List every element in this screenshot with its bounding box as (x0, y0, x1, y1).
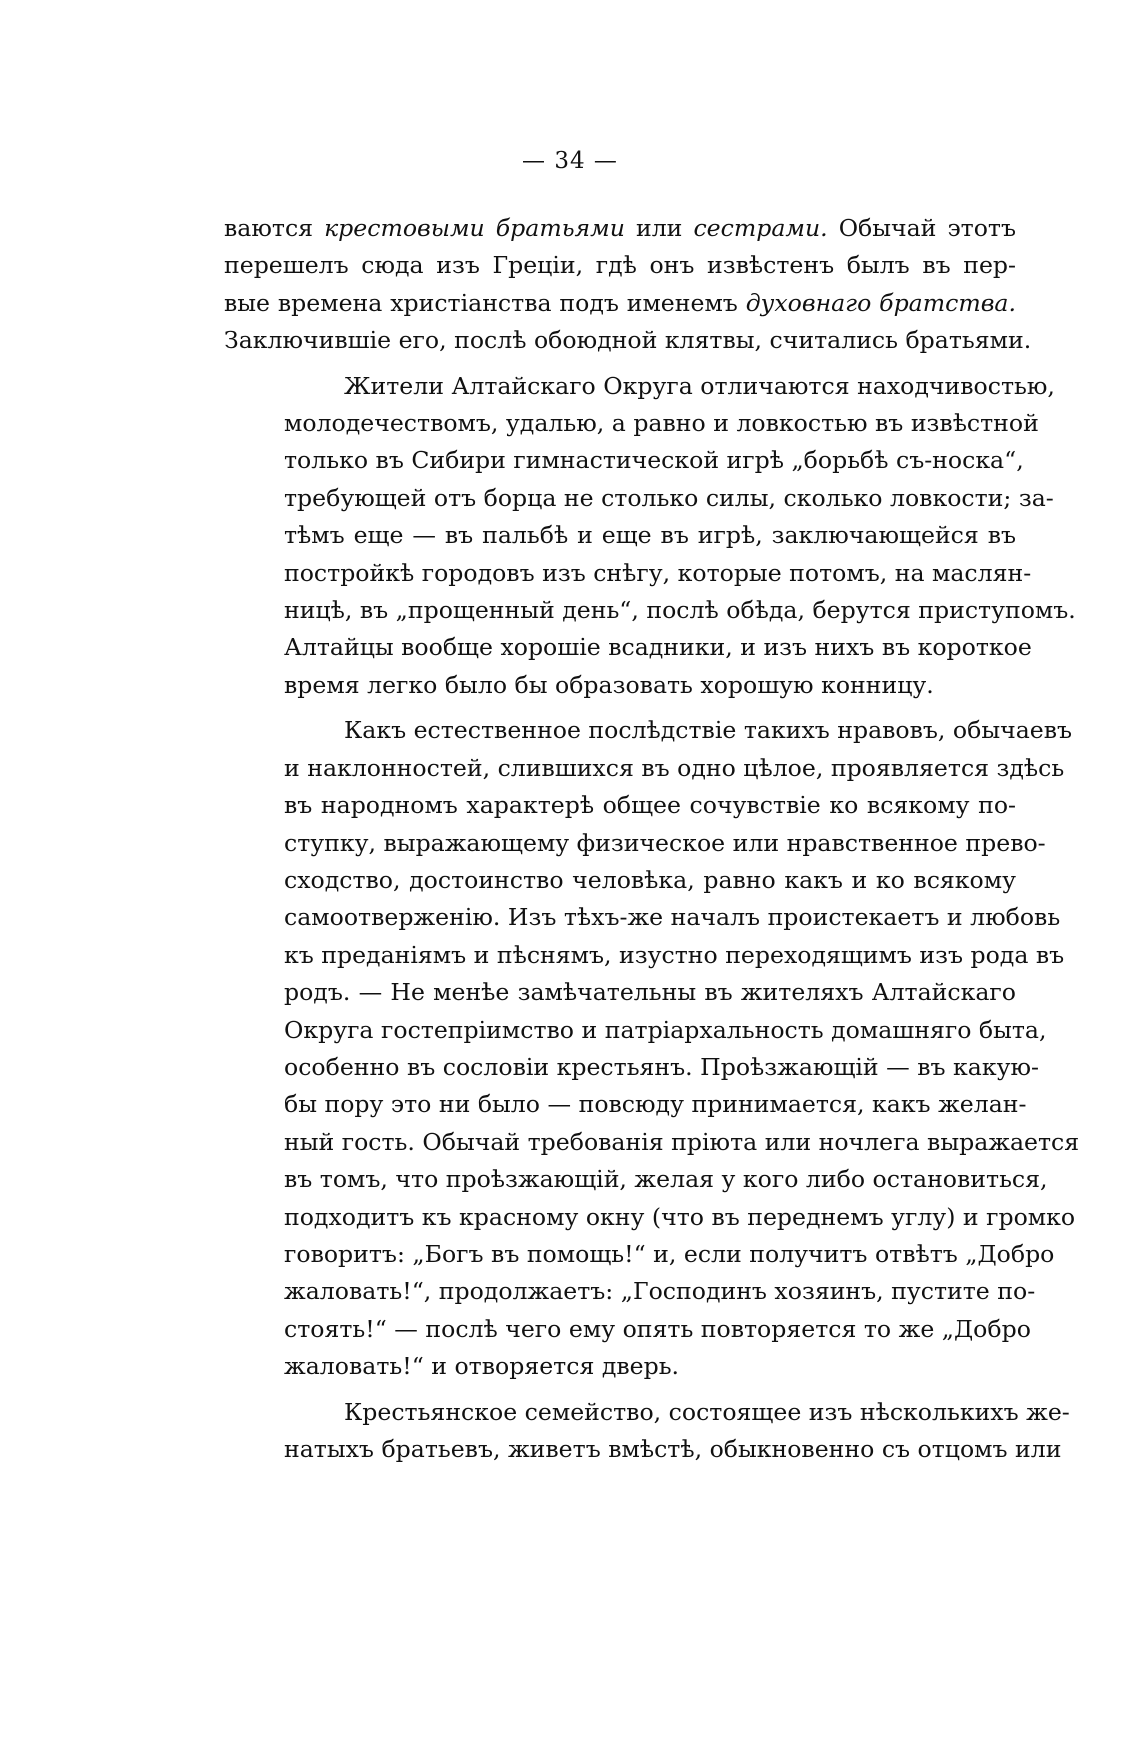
text-line (224, 480, 1054, 517)
text-run: въ народномъ характерѣ общее сочувствіе ко всякому по- (284, 791, 1016, 820)
italic-text: сестрами. (693, 214, 828, 242)
text-run: жаловать!“ и отворяется дверь. (284, 1352, 680, 1381)
text-line (224, 247, 1016, 284)
text-run: стоять!“ — послѣ чего ему опять повторяется то же „Добро (284, 1314, 1031, 1343)
text-line (224, 712, 1073, 749)
text-line (224, 1348, 1016, 1385)
text-run: говоритъ: „Богъ въ помощь!“ и, если получитъ отвѣтъ „Добро (284, 1239, 1055, 1268)
text-line (224, 1161, 1048, 1198)
text-run: натыхъ братьевъ, живетъ вмѣстѣ, обыкновенно съ отцомъ или (284, 1435, 1062, 1463)
text-column (224, 210, 1080, 1468)
text-line (224, 322, 1032, 359)
text-run: сходство, достоинство человѣка, равно какъ и ко всякому (284, 865, 1016, 894)
text-run: въ томъ, что проѣзжающій, желая у кого либо остановиться, (284, 1165, 1048, 1194)
text-line (224, 285, 1016, 322)
text-run: бы пору это ни было — повсюду принимается, какъ желан- (284, 1090, 1027, 1119)
text-line (224, 750, 1065, 787)
text-run: ваются (224, 214, 325, 242)
text-line (224, 442, 1024, 479)
text-run: перешелъ сюда изъ Греціи, гдѣ онъ извѣстенъ былъ въ пер- (224, 251, 1016, 280)
text-run: Крестьянское семейство, состоящее изъ нѣсколькихъ же- (344, 1397, 1070, 1426)
text-run: Жители Алтайскаго Округа отличаются находчивостью, (344, 371, 1055, 400)
text-line (224, 974, 1016, 1011)
text-run: жаловать!“, продолжаетъ: „Господинъ хозяинъ, пустите по- (284, 1277, 1036, 1306)
paragraph (224, 368, 1076, 705)
text-run: Обычай этотъ (827, 214, 1016, 242)
text-line (224, 1012, 1047, 1049)
text-run: ный гость. Обычай требованія пріюта или ночлега выражается (284, 1127, 1080, 1156)
text-line (224, 899, 1061, 936)
text-line (224, 1124, 1080, 1161)
text-line (224, 825, 1046, 862)
text-line (224, 555, 1032, 592)
text-line (224, 517, 1016, 554)
text-line (224, 592, 1076, 629)
text-line (224, 1199, 1076, 1236)
text-line (224, 667, 1016, 704)
text-run: ницѣ, въ „прощенный день“, послѣ обѣда, берутся приступомъ. (284, 596, 1076, 625)
text-run: къ преданіямъ и пѣснямъ, изустно переходящимъ изъ рода въ (284, 940, 1065, 969)
text-run: ступку, выражающему физическое или нравственное прево- (284, 828, 1046, 857)
text-run: подходитъ къ красному окну (что въ переднемъ углу) и громко (284, 1202, 1076, 1231)
italic-text: крестовыми братьями (324, 214, 625, 242)
text-run: постройкѣ городовъ изъ снѣгу, которые потомъ, на маслян- (284, 558, 1032, 587)
text-line (224, 787, 1016, 824)
text-run: самоотверженію. Изъ тѣхъ-же началъ проистекаетъ и любовь (284, 903, 1061, 932)
text-run: особенно въ сословіи крестьянъ. Проѣзжающій — въ какую- (284, 1052, 1039, 1081)
text-run: вые времена христіанства подъ именемъ (224, 288, 746, 317)
text-run: и наклонностей, слившихся въ одно цѣлое, проявляется здѣсь (284, 753, 1065, 782)
italic-text: духовнаго братства. (745, 288, 1016, 317)
text-line (224, 405, 1039, 442)
text-run: Заключившіе его, послѣ обоюдной клятвы, считались братьями. (224, 326, 1032, 355)
page-number: — 34 — (522, 148, 618, 174)
paragraph (224, 210, 1032, 360)
paragraph (224, 1394, 1070, 1469)
paragraph (224, 712, 1080, 1385)
text-line (224, 210, 1016, 247)
text-line (224, 1311, 1031, 1348)
text-run: тѣмъ еще — въ пальбѣ и еще въ игрѣ, заключающейся въ (284, 521, 1016, 550)
text-line (224, 368, 1055, 405)
text-line (224, 937, 1065, 974)
text-line (224, 1431, 1062, 1468)
text-line (224, 629, 1032, 666)
text-line (224, 1273, 1036, 1310)
text-run: родъ. — Не менѣе замѣчательны въ жителяхъ Алтайскаго (284, 978, 1016, 1007)
text-line (224, 1394, 1070, 1431)
text-line (224, 1236, 1055, 1273)
text-line (224, 862, 1016, 899)
text-run: или (624, 214, 694, 242)
text-line (224, 1049, 1039, 1086)
text-run: Какъ естественное послѣдствіе такихъ нравовъ, обычаевъ (344, 716, 1073, 745)
text-run: Округа гостепріимство и патріархальность домашняго быта, (284, 1015, 1047, 1044)
text-run: требующей отъ борца не столько силы, сколько ловкости; за- (284, 483, 1054, 512)
text-run: время легко было бы образовать хорошую конницу. (284, 670, 934, 699)
text-run: молодечествомъ, удалью, а равно и ловкостью въ извѣстной (284, 409, 1039, 438)
text-run: только въ Сибири гимнастической игрѣ „борьбѣ съ-носка“, (284, 446, 1024, 475)
text-line (224, 1086, 1027, 1123)
text-run: Алтайцы вообще хорошіе всадники, и изъ нихъ въ короткое (284, 633, 1032, 662)
